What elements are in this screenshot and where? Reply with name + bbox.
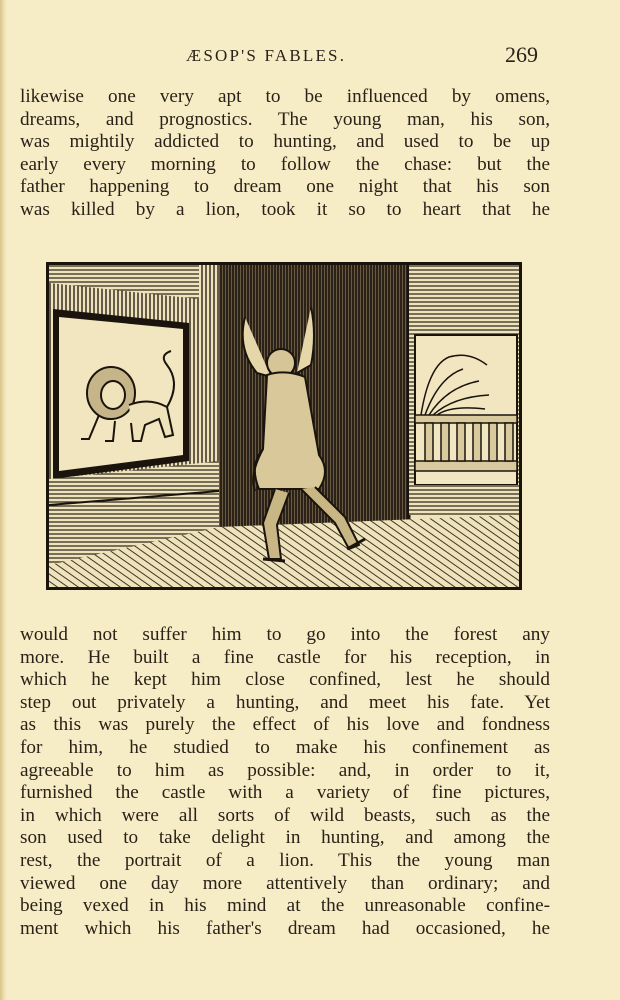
- text-line: in which were all sorts of wild beasts, such as the: [20, 804, 550, 826]
- text-line: viewed one day more attentively than ordinary; and: [20, 872, 550, 894]
- running-head: [0, 42, 620, 72]
- text-line: being vexed in his mind at the unreasonable confine-: [20, 895, 550, 917]
- text-line: son used to take delight in hunting, and among the: [20, 827, 550, 849]
- text-line: for him, he studied to make his confinement as: [20, 736, 550, 758]
- paragraph-bottom: [20, 624, 550, 940]
- page-edge: [0, 0, 7, 1000]
- text-line: dreams, and prognostics. The young man, his son,: [20, 108, 550, 130]
- text-line: ment which his father's dream had occasioned, he: [20, 917, 550, 939]
- text-line: rest, the portrait of a lion. This the young man: [20, 849, 550, 871]
- running-title: ÆSOP'S FABLES.: [186, 46, 347, 65]
- text-line: was mightily addicted to hunting, and used to be up: [20, 131, 550, 153]
- text-line: which he kept him close confined, lest he should: [20, 669, 550, 691]
- text-line: as this was purely the effect of his love and fondness: [20, 714, 550, 736]
- text-line: step out privately a hunting, and meet his fate. Yet: [20, 691, 550, 713]
- text-line: furnished the castle with a variety of fine pictures,: [20, 782, 550, 804]
- text-line: early every morning to follow the chase: but the: [20, 153, 550, 175]
- text-line: would not suffer him to go into the forest any: [20, 624, 550, 645]
- text-line: agreeable to him as possible: and, in order to it,: [20, 759, 550, 781]
- paragraph-top: [20, 86, 550, 222]
- text-line: father happening to dream one night that his son: [20, 176, 550, 198]
- woodcut-illustration: [46, 262, 522, 590]
- page-number: 269: [505, 42, 538, 67]
- text-line: more. He built a fine castle for his reception, in: [20, 646, 550, 668]
- woodcut-scene: [49, 265, 519, 587]
- text-line: was killed by a lion, took it so to heart that he: [20, 198, 550, 220]
- text-line: likewise one very apt to be influenced by omens,: [20, 86, 550, 107]
